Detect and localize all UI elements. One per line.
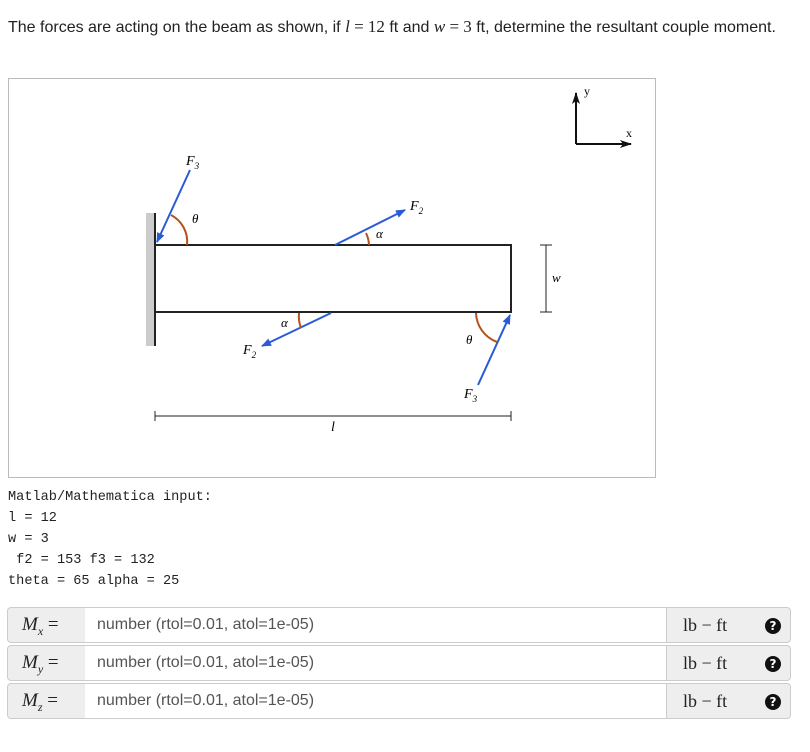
- code-line-4: f2 = 153 f3 = 132: [8, 553, 155, 568]
- mx-input[interactable]: number (rtol=0.01, atol=1e-05): [85, 607, 667, 643]
- mz-input[interactable]: number (rtol=0.01, atol=1e-05): [85, 683, 667, 719]
- answer-rows: [7, 607, 791, 721]
- code-line-1: Matlab/Mathematica input:: [8, 490, 212, 505]
- theta-bottom-label: θ: [466, 332, 473, 347]
- wall-support: [146, 213, 155, 346]
- w-equation: w = 3: [433, 17, 472, 36]
- matlab-input: [8, 487, 212, 592]
- l-dimension: [155, 411, 511, 435]
- code-line-5: theta = 65 alpha = 25: [8, 574, 180, 589]
- code-line-3: w = 3: [8, 532, 49, 547]
- alpha-top-label: α: [376, 226, 383, 241]
- f3-bottom-arrow: [478, 315, 510, 385]
- answer-row-my: [7, 645, 791, 683]
- f3-top-label: $F_3$: [186, 154, 200, 171]
- help-icon[interactable]: ?: [765, 656, 781, 672]
- l-equation: l = 12: [345, 17, 385, 36]
- beam-diagram: [9, 79, 655, 477]
- theta-bottom-arc: [476, 313, 497, 342]
- my-input[interactable]: number (rtol=0.01, atol=1e-05): [85, 645, 667, 681]
- f3-bottom-label: $F_3$: [464, 387, 478, 404]
- coordinate-axes: [576, 84, 632, 144]
- mx-unit: lb − ft ?: [666, 607, 791, 643]
- f2-bottom-arrow: [262, 313, 331, 346]
- f2-bottom-label: $F_2$: [243, 343, 257, 360]
- alpha-bottom-arc: [299, 313, 301, 328]
- mz-label: $M_z$ =: [7, 683, 86, 719]
- mz-unit: lb − ft ?: [666, 683, 791, 719]
- code-line-2: l = 12: [8, 511, 57, 526]
- f2-top-arrow: [335, 210, 405, 245]
- l-label: l: [331, 420, 335, 435]
- beam-figure: [8, 78, 656, 478]
- alpha-top-arc: [366, 233, 369, 245]
- my-label: $M_y$ =: [7, 645, 86, 681]
- question-suffix: ft, determine the resultant couple moment.: [476, 19, 776, 36]
- theta-top-label: θ: [192, 211, 199, 226]
- w-label: w: [552, 270, 561, 285]
- answer-row-mz: [7, 683, 791, 721]
- question-text: [8, 14, 798, 40]
- help-icon[interactable]: ?: [765, 618, 781, 634]
- alpha-bottom-label: α: [281, 315, 288, 330]
- theta-top-arc: [171, 215, 187, 245]
- answer-row-mx: [7, 607, 791, 645]
- my-unit: lb − ft ?: [666, 645, 791, 681]
- question-unit1: ft and: [389, 19, 430, 36]
- help-icon[interactable]: ?: [765, 694, 781, 710]
- question-prefix: The forces are acting on the beam as shown, if: [8, 19, 341, 36]
- y-axis-label: y: [584, 84, 590, 98]
- w-dimension: [540, 245, 561, 312]
- f2-top-label: $F_2$: [410, 199, 424, 216]
- x-axis-label: x: [626, 126, 632, 140]
- mx-label: $M_x$ =: [7, 607, 86, 643]
- beam: [155, 245, 511, 312]
